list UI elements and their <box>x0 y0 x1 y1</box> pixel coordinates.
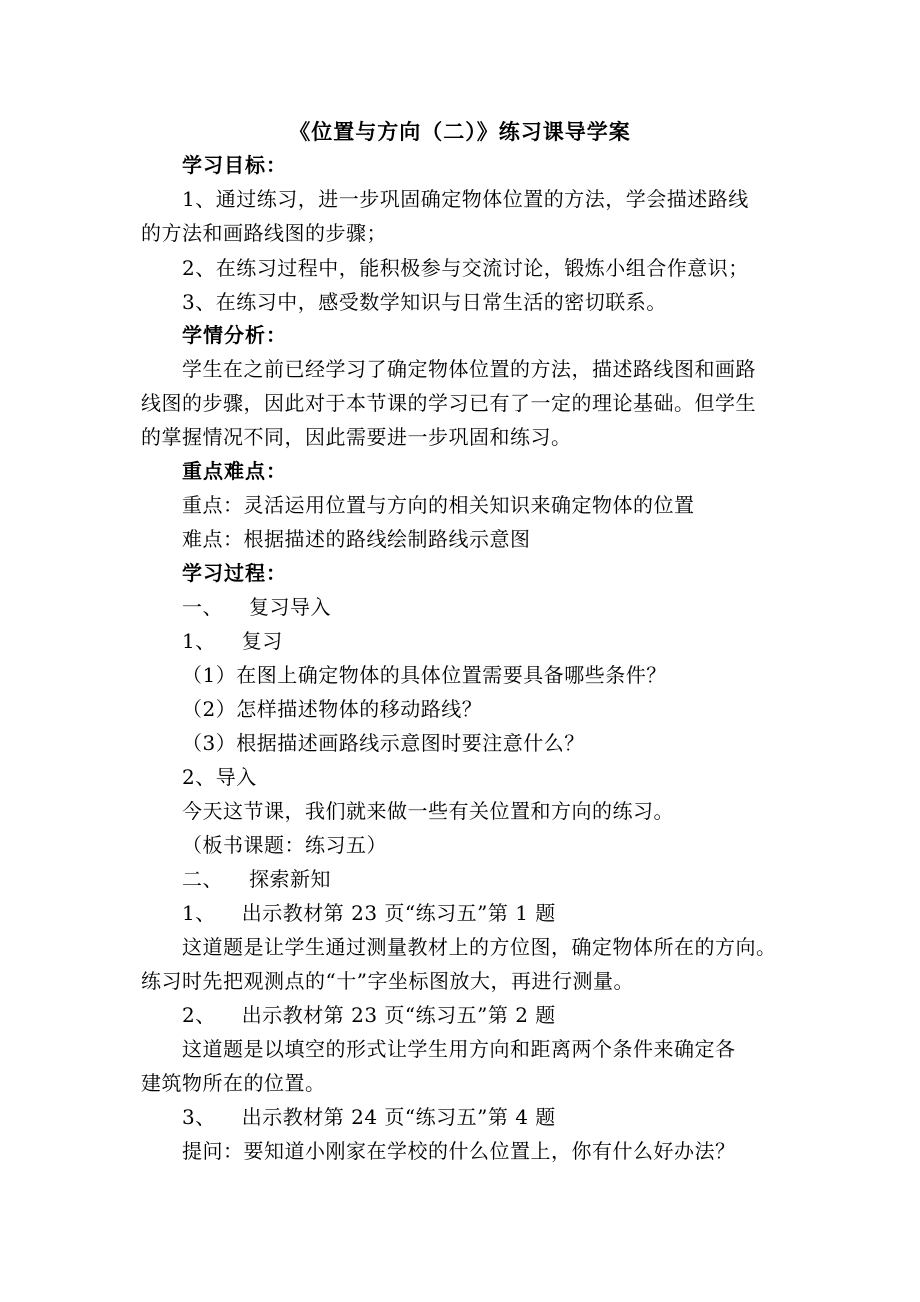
part-2-title: 探索新知 <box>249 867 331 891</box>
goal-1-line-2: 的方法和画路线图的步骤； <box>141 221 387 245</box>
goal-1-line-1: 1、通过练习，进一步巩固确定物体位置的方法，学会描述路线 <box>182 187 749 211</box>
review-question-1: （1）在图上确定物体的具体位置需要具备哪些条件？ <box>182 663 667 687</box>
exercise-2-heading <box>182 998 556 1032</box>
part-2-number: 二、 <box>182 867 223 891</box>
intro-text: 今天这节课，我们就来做一些有关位置和方向的练习。 <box>182 799 674 823</box>
process-heading: 学习过程： <box>182 561 287 585</box>
difficulty: 难点：根据描述的路线绘制路线示意图 <box>182 527 531 551</box>
part-1-item-2: 2、导入 <box>182 765 257 789</box>
board-title: （板书课题：练习五） <box>182 833 387 857</box>
goal-2: 2、在练习过程中，能积极参与交流讨论，锻炼小组合作意识； <box>182 256 749 280</box>
key-point: 重点：灵活运用位置与方向的相关知识来确定物体的位置 <box>182 493 695 517</box>
exercise-3-question: 提问：要知道小刚家在学校的什么位置上，你有什么好办法？ <box>182 1139 736 1163</box>
analysis-line-2: 线图的步骤，因此对于本节课的学习已有了一定的理论基础。但学生 <box>141 391 756 415</box>
exercise-1-heading <box>182 896 556 930</box>
exercise-1-line-1: 这道题是让学生通过测量教材上的方位图，确定物体所在的方向。 <box>182 935 777 959</box>
document-title: 《位置与方向（二）》练习课导学案 <box>289 120 631 144</box>
part-1-item-1-number: 1、 <box>182 629 216 653</box>
exercise-2-number: 2、 <box>182 1003 216 1027</box>
part-1-title: 复习导入 <box>249 595 331 619</box>
exercise-3-heading <box>182 1100 556 1134</box>
key-heading: 重点难点： <box>182 459 287 483</box>
exercise-3-title: 出示教材第 24 页“练习五”第 4 题 <box>241 1105 556 1129</box>
exercise-3-number: 3、 <box>182 1105 216 1129</box>
exercise-2-title: 出示教材第 23 页“练习五”第 2 题 <box>241 1003 556 1027</box>
analysis-heading: 学情分析： <box>182 323 287 347</box>
exercise-1-line-2: 练习时先把观测点的“十”字坐标图放大，再进行测量。 <box>141 969 634 993</box>
part-1-number: 一、 <box>182 595 223 619</box>
part-1-item-1-title: 复习 <box>241 629 283 653</box>
goals-heading: 学习目标： <box>182 153 287 177</box>
part-1-item-1 <box>182 624 283 658</box>
exercise-1-title: 出示教材第 23 页“练习五”第 1 题 <box>241 901 556 925</box>
exercise-2-line-2: 建筑物所在的位置。 <box>141 1071 326 1095</box>
analysis-line-1: 学生在之前已经学习了确定物体位置的方法，描述路线图和画路 <box>182 357 756 381</box>
analysis-line-3: 的掌握情况不同，因此需要进一步巩固和练习。 <box>141 425 572 449</box>
exercise-2-line-1: 这道题是以填空的形式让学生用方向和距离两个条件来确定各 <box>182 1037 736 1061</box>
review-question-3: （3）根据描述画路线示意图时要注意什么？ <box>182 731 585 755</box>
part-2-heading <box>182 862 331 896</box>
goal-3: 3、在练习中，感受数学知识与日常生活的密切联系。 <box>182 290 667 314</box>
review-question-2: （2）怎样描述物体的移动路线？ <box>182 697 483 721</box>
exercise-1-number: 1、 <box>182 901 216 925</box>
part-1-heading <box>182 590 331 624</box>
